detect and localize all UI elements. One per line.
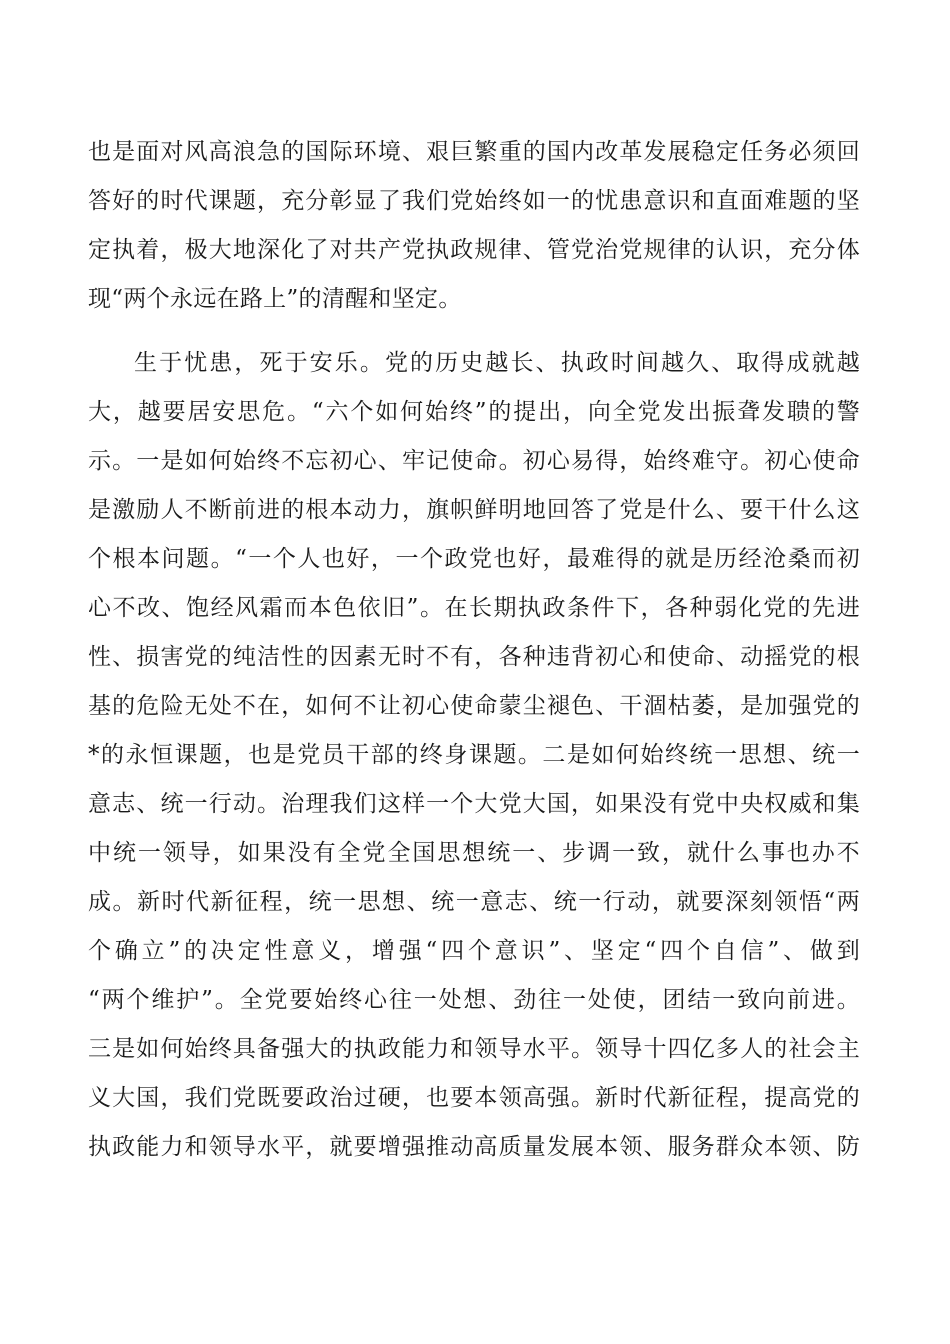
text-line: “两个维护”。全党要始终心往一处想、劲往一处使，团结一致向前进。	[88, 987, 860, 1013]
text-line: 执政能力和领导水平，就要增强推动高质量发展本领、服务群众本领、防	[88, 1134, 860, 1160]
text-line: 义大国，我们党既要政治过硬，也要本领高强。新时代新征程，提高党的	[88, 1085, 860, 1111]
text-line: 心不改、饱经风霜而本色依旧”。在长期执政条件下，各种弱化党的先进	[88, 595, 860, 621]
text-line: 性、损害党的纯洁性的因素无时不有，各种违背初心和使命、动摇党的根	[88, 644, 860, 670]
text-line: 现“两个永远在路上”的清醒和坚定。	[88, 286, 462, 312]
text-line: 意志、统一行动。治理我们这样一个大党大国，如果没有党中央权威和集	[88, 791, 860, 817]
text-line: 大，越要居安思危。“六个如何始终”的提出，向全党发出振聋发聩的警	[88, 399, 860, 425]
text-line: 个确立”的决定性意义，增强“四个意识”、坚定“四个自信”、做到	[88, 938, 860, 964]
text-line: 个根本问题。“一个人也好，一个政党也好，最难得的就是历经沧桑而初	[88, 546, 860, 572]
text-line: 三是如何始终具备强大的执政能力和领导水平。领导十四亿多人的社会主	[88, 1036, 860, 1062]
text-line: 定执着，极大地深化了对共产党执政规律、管党治党规律的认识，充分体	[88, 237, 860, 263]
text-line: 基的危险无处不在，如何不让初心使命蒙尘褪色、干涸枯萎，是加强党的	[88, 693, 860, 719]
paragraph-2	[88, 339, 860, 1172]
text-line: 中统一领导，如果没有全党全国思想统一、步调一致，就什么事也办不	[88, 840, 860, 866]
text-line: 是激励人不断前进的根本动力，旗帜鲜明地回答了党是什么、要干什么这	[88, 497, 860, 523]
text-line: 成。新时代新征程，统一思想、统一意志、统一行动，就要深刻领悟“两	[88, 889, 860, 915]
paragraph-1	[88, 128, 860, 324]
text-line: 也是面对风高浪急的国际环境、艰巨繁重的国内改革发展稳定任务必须回	[88, 139, 860, 165]
document-page	[88, 128, 860, 1172]
text-line: 示。一是如何始终不忘初心、牢记使命。初心易得，始终难守。初心使命	[88, 448, 860, 474]
text-line: *的永恒课题，也是党员干部的终身课题。二是如何始终统一思想、统一	[88, 742, 860, 768]
text-line: 生于忧患，死于安乐。党的历史越长、执政时间越久、取得成就越	[134, 350, 860, 376]
text-line: 答好的时代课题，充分彰显了我们党始终如一的忧患意识和直面难题的坚	[88, 188, 860, 214]
